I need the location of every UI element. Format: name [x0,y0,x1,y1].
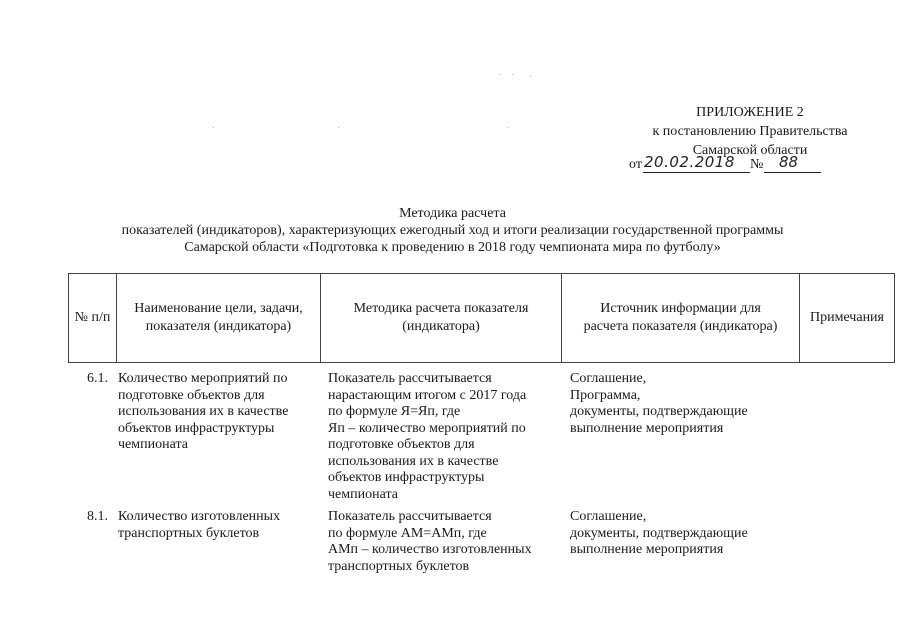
name-line: транспортных буклетов [118,525,260,541]
row-information-source [570,509,790,559]
scan-speck [512,74,513,75]
resolution-date-number [629,153,829,177]
header-number-line: № п/п [74,310,111,325]
row-number: 6.1. [87,371,108,386]
header-name-line-2: показателя (индикатора) [145,319,292,334]
document-title-line-3: Самарской области «Подготовка к проведению в 2018 году чемпионата мира по футболу» [184,240,721,255]
method-line: Яп – количество мероприятий по [328,420,526,436]
appendix-resolution-line: к постановлению Правительства [652,124,848,139]
scan-speck [500,74,501,75]
name-line: подготовке объектов для [118,387,265,403]
name-line: объектов инфраструктуры [118,420,275,436]
row-information-source [570,371,790,437]
header-name-line-1: Наименование цели, задачи, [134,301,303,316]
header-method-line-1: Методика расчета показателя [353,301,529,316]
date-underline [643,172,750,173]
source-line: выполнение мероприятия [570,542,724,557]
method-line: объектов инфраструктуры [328,470,485,485]
handwritten-number: 88 [779,153,799,171]
name-line: чемпионата [118,437,188,452]
appendix-title: ПРИЛОЖЕНИЕ 2 [696,105,804,120]
header-source-line-2: расчета показателя (индикатора) [583,319,778,334]
method-line: нарастающим итогом с 2017 года [328,387,527,403]
name-line: Количество мероприятий по [118,371,288,386]
header-cell-source [562,274,800,363]
row-calculation-method [328,509,564,575]
scan-speck [530,76,531,77]
header-source-line-1: Источник информации для [600,301,761,316]
appendix-block [600,103,900,160]
document-title-line-2: показателей (индикаторов), характеризующих ежегодный ход и итоги реализации государственной программы [121,223,784,238]
method-line: Показатель рассчитывается [328,509,492,524]
method-line: по формуле АМ=АМп, где [328,525,487,541]
header-cell-method [321,274,562,363]
source-line: документы, подтверждающие [570,404,748,419]
name-line: использования их в качестве [118,404,289,419]
row-indicator-name [118,371,318,454]
header-cell-number [69,274,117,363]
from-prefix: от [629,157,642,172]
handwritten-date: 20.02.2018 [644,153,735,171]
scan-speck [508,127,509,128]
name-line: Количество изготовленных [118,509,281,524]
method-line: транспортных буклетов [328,558,470,574]
method-line: Показатель рассчитывается [328,371,492,386]
header-method-line-2: (индикатора) [402,319,480,334]
header-row [69,274,895,363]
indicator-table-header [68,273,895,363]
number-underline [764,172,821,173]
source-line: документы, подтверждающие [570,525,748,541]
header-cell-name [117,274,321,363]
method-line: АМп – количество изготовленных [328,542,532,557]
source-line: Соглашение, [570,371,647,386]
document-title [20,205,885,256]
scan-speck [213,127,214,128]
source-line: Соглашение, [570,509,647,524]
method-line: чемпионата [328,486,398,502]
source-line: выполнение мероприятия [570,420,724,436]
row-calculation-method [328,371,564,503]
method-line: подготовке объектов для [328,437,475,452]
row-indicator-name [118,509,318,542]
source-line: Программа, [570,387,641,403]
number-sign: № [750,157,764,172]
scan-speck [338,127,339,128]
document-title-line-1: Методика расчета [399,206,506,221]
method-line: использования их в качестве [328,453,499,469]
header-notes-line: Примечания [809,310,884,325]
header-cell-notes [800,274,895,363]
row-number: 8.1. [87,509,108,524]
method-line: по формуле Я=Яп, где [328,404,461,419]
appendix-region-line: Самарской области [692,143,808,158]
